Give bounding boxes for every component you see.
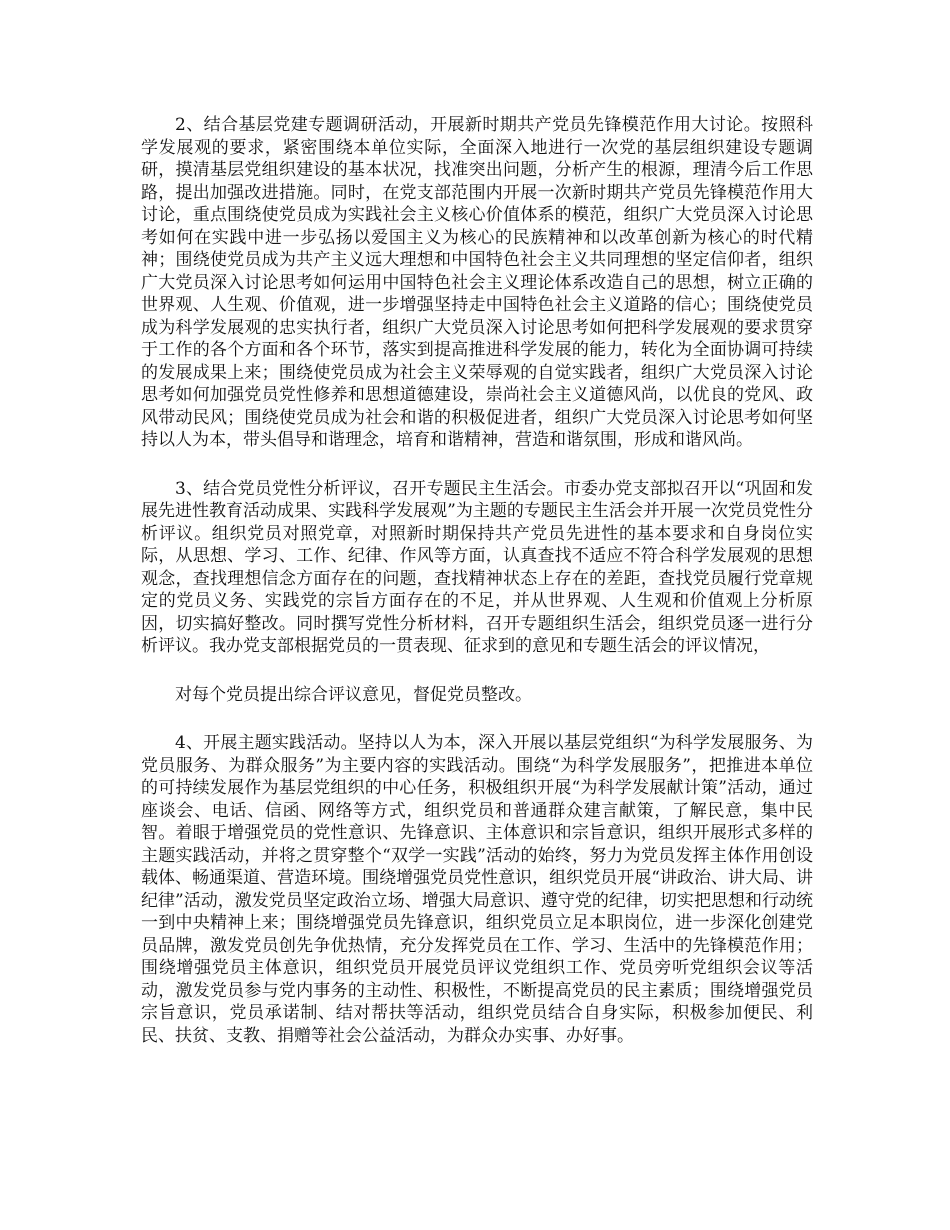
paragraph-section-3: 3、结合党员党性分析评议，召开专题民主生活会。市委办党支部拟召开以“巩固和发展先进性教育活动成果、实践科学发展观”为主题的专题民主生活会并开展一次党员党性分析评议。组织党员对照党章，对照新时期保持共产党员先进性的基本要求和自身岗位实际，从思想、学习、工作、纪律、作风等方面，认真查找不适应不符合科学发展观的思想观念，查找理想信念方面存在的问题，查找精神状态上存在的差距，查找党员履行党章规定的党员义务、实践党的宗旨方面存在的不足，并从世界观、人生观和价值观上分析原因，切实搞好整改。同时撰写党性分析材料，召开专题组织生活会，组织党员逐一进行分析评议。我办党支部根据党员的一贯表现、征求到的意见和专题生活会的评议情况， [141,478,813,656]
paragraph-section-3-continued: 对每个党员提出综合评议意见，督促党员整改。 [175,684,532,705]
paragraph-section-2: 2、结合基层党建专题调研活动，开展新时期共产党员先锋模范作用大讨论。按照科学发展观的要求，紧密围绕本单位实际，全面深入地进行一次党的基层组织建设专题调研，摸清基层党组织建设的基本状况，找准突出问题，分析产生的根源，理清今后工作思路，提出加强改进措施。同时，在党支部范围内开展一次新时期共产党员先锋模范作用大讨论，重点围绕使党员成为实践社会主义核心价值体系的模范，组织广大党员深入讨论思考如何在实践中进一步弘扬以爱国主义为核心的民族精神和以改革创新为核心的时代精神；围绕使党员成为共产主义远大理想和中国特色社会主义共同理想的坚定信仰者，组织广大党员深入讨论思考如何运用中国特色社会主义理论体系改造自己的思想，树立正确的世界观、人生观、价值观，进一步增强坚持走中国特色社会主义道路的信心；围绕使党员成为科学发展观的忠实执行者，组织广大党员深入讨论思考如何把科学发展观的要求贯穿于工作的各个方面和各个环节，落实到提高推进科学发展的能力，转化为全面协调可持续的发展成果上来；围绕使党员成为社会主义荣辱观的自觉实践者，组织广大党员深入讨论思考如何加强党员党性修养和思想道德建设，崇尚社会主义道德风尚，以优良的党风、政风带动民风；围绕使党员成为社会和谐的积极促进者，组织广大党员深入讨论思考如何坚持以人为本，带头倡导和谐理念，培育和谐精神，营造和谐氛围，形成和谐风尚。 [141,115,813,450]
paragraph-section-4: 4、开展主题实践活动。坚持以人为本，深入开展以基层党组织“为科学发展服务、为党员服务、为群众服务”为主要内容的实践活动。围绕“为科学发展服务”，把推进本单位的可持续发展作为基层党组织的中心任务，积极组织开展“为科学发展献计策”活动，通过座谈会、电话、信函、网络等方式，组织党员和普通群众建言献策，了解民意，集中民智。着眼于增强党员的党性意识、先锋意识、主体意识和宗旨意识，组织开展形式多样的主题实践活动，并将之贯穿整个“双学一实践”活动的始终，努力为党员发挥主体作用创设载体、畅通渠道、营造环境。围绕增强党员党性意识，组织党员开展“讲政治、讲大局、讲纪律”活动，激发党员坚定政治立场、增强大局意识、遵守党的纪律，切实把思想和行动统一到中央精神上来；围绕增强党员先锋意识，组织党员立足本职岗位，进一步深化创建党员品牌，激发党员创先争优热情，充分发挥党员在工作、学习、生活中的先锋模范作用；围绕增强党员主体意识，组织党员开展党员评议党组织工作、党员旁听党组织会议等活动，激发党员参与党内事务的主动性、积极性，不断提高党员的民主素质；围绕增强党员宗旨意识，党员承诺制、结对帮扶等活动，组织党员结合自身实际，积极参加便民、利民、扶贫、支教、捐赠等社会公益活动，为群众办实事、办好事。 [141,733,813,1046]
document-body [141,114,813,1073]
